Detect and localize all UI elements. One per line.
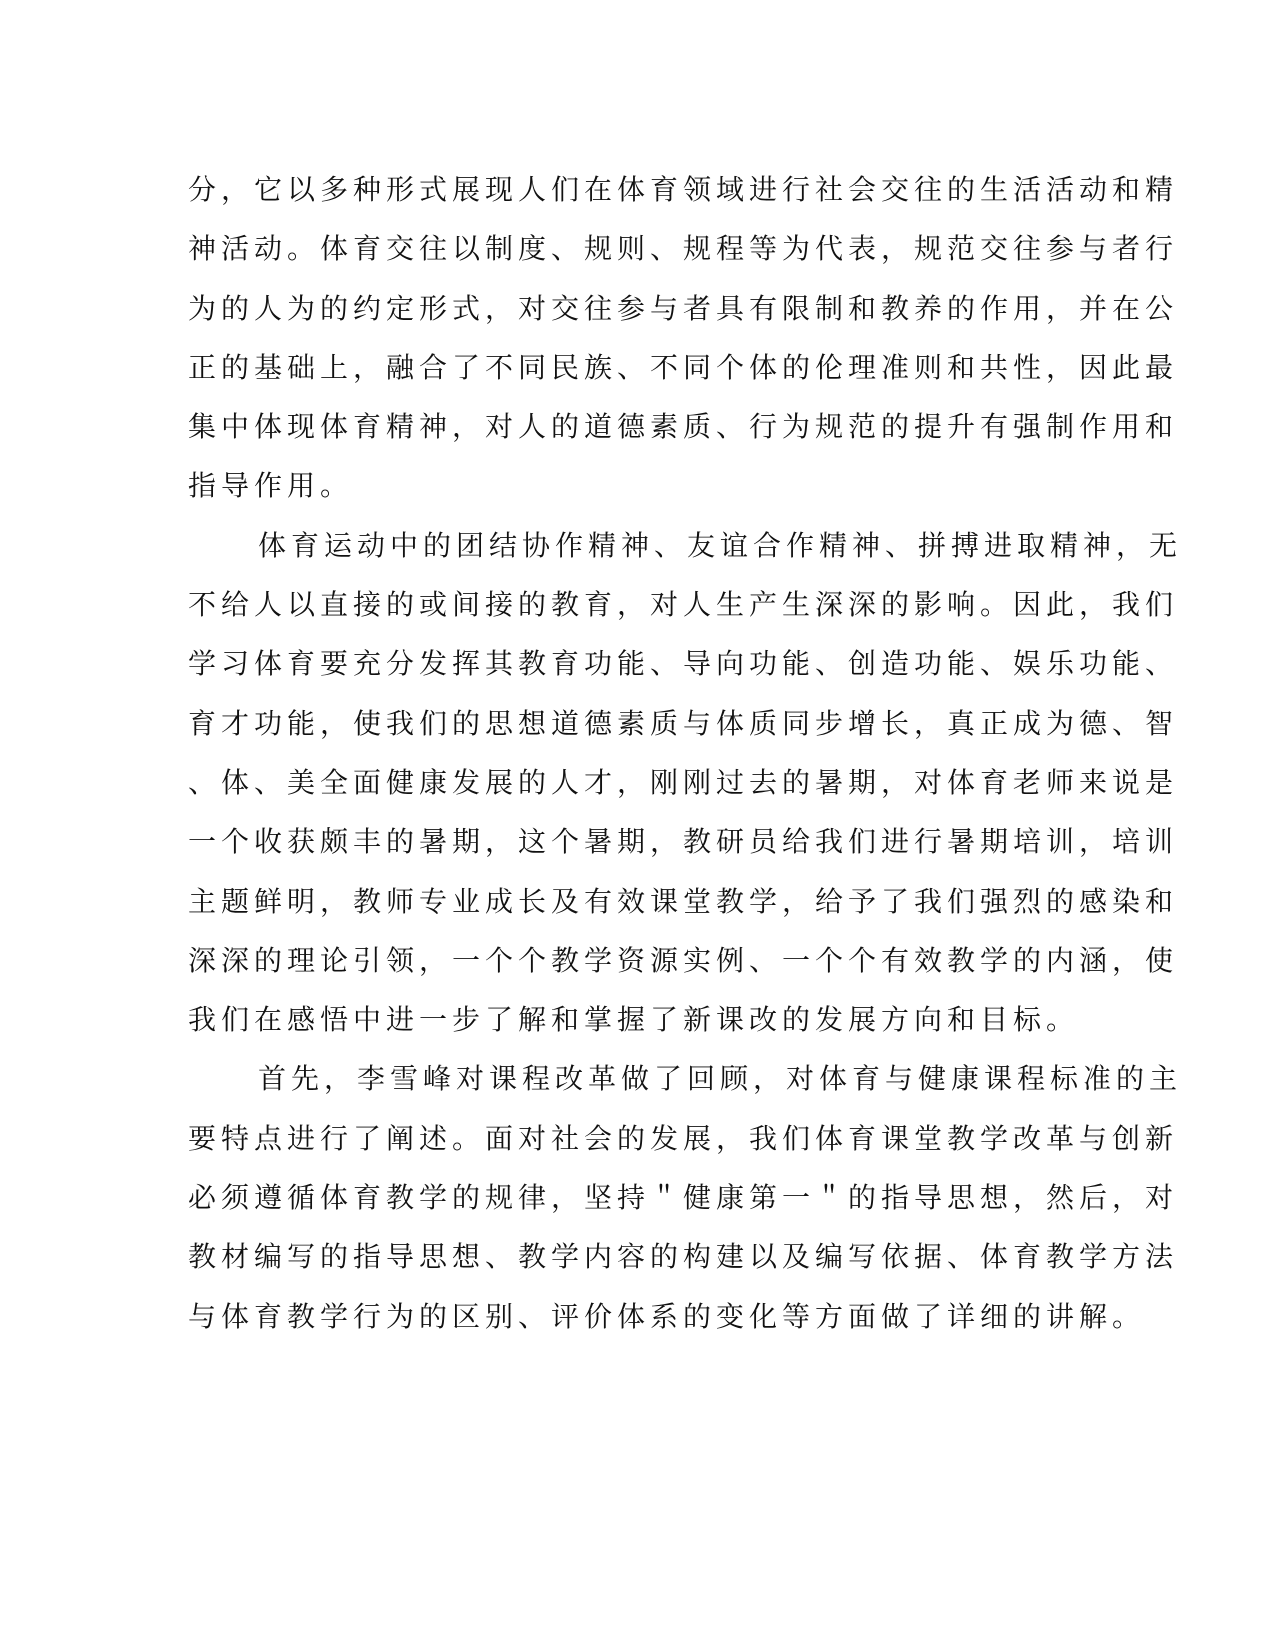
paragraph xyxy=(188,160,1179,516)
text-line: 与体育教学行为的区别、评价体系的变化等方面做了详细的讲解。 xyxy=(188,1299,1146,1333)
text-line: 不给人以直接的或间接的教育，对人生产生深深的影响。因此，我们 xyxy=(188,588,1179,622)
document-body xyxy=(188,160,1183,1346)
text-line: 必须遵循体育教学的规律，坚持＂健康第一＂的指导思想，然后，对 xyxy=(188,1181,1179,1215)
text-line: 学习体育要充分发挥其教育功能、导向功能、创造功能、娱乐功能、 xyxy=(188,647,1179,681)
text-line: 分，它以多种形式展现人们在体育领域进行社会交往的生活活动和精 xyxy=(188,173,1179,206)
text-line: 神活动。体育交往以制度、规则、规程等为代表，规范交往参与者行 xyxy=(188,232,1179,266)
text-line: 深深的理论引领，一个个教学资源实例、一个个有效教学的内涵，使 xyxy=(188,943,1179,977)
text-line: 体育运动中的团结协作精神、友谊合作精神、拼搏进取精神，无 xyxy=(258,528,1183,562)
paragraph xyxy=(188,1049,1183,1345)
text-line: 集中体现体育精神，对人的道德素质、行为规范的提升有强制作用和 xyxy=(188,410,1179,444)
text-line: 主题鲜明，教师专业成长及有效课堂教学，给予了我们强烈的感染和 xyxy=(188,884,1179,918)
text-line: 、体、美全面健康发展的人才，刚刚过去的暑期，对体育老师来说是 xyxy=(188,765,1179,799)
text-line: 指导作用。 xyxy=(188,469,354,503)
text-line: 教材编写的指导思想、教学内容的构建以及编写依据、体育教学方法 xyxy=(188,1240,1179,1274)
text-line: 我们在感悟中进一步了解和掌握了新课改的发展方向和目标。 xyxy=(188,1003,1080,1037)
text-line: 为的人为的约定形式，对交往参与者具有限制和教养的作用，并在公 xyxy=(188,291,1179,325)
text-line: 育才功能，使我们的思想道德素质与体质同步增长，真正成为德、智 xyxy=(188,706,1179,740)
paragraph xyxy=(188,516,1183,1050)
text-line: 正的基础上，融合了不同民族、不同个体的伦理准则和共性，因此最 xyxy=(188,350,1179,384)
text-line: 要特点进行了阐述。面对社会的发展，我们体育课堂教学改革与创新 xyxy=(188,1121,1179,1155)
text-line: 一个收获颇丰的暑期，这个暑期，教研员给我们进行暑期培训，培训 xyxy=(188,825,1179,859)
text-line: 首先，李雪峰对课程改革做了回顾，对体育与健康课程标准的主 xyxy=(258,1062,1183,1096)
